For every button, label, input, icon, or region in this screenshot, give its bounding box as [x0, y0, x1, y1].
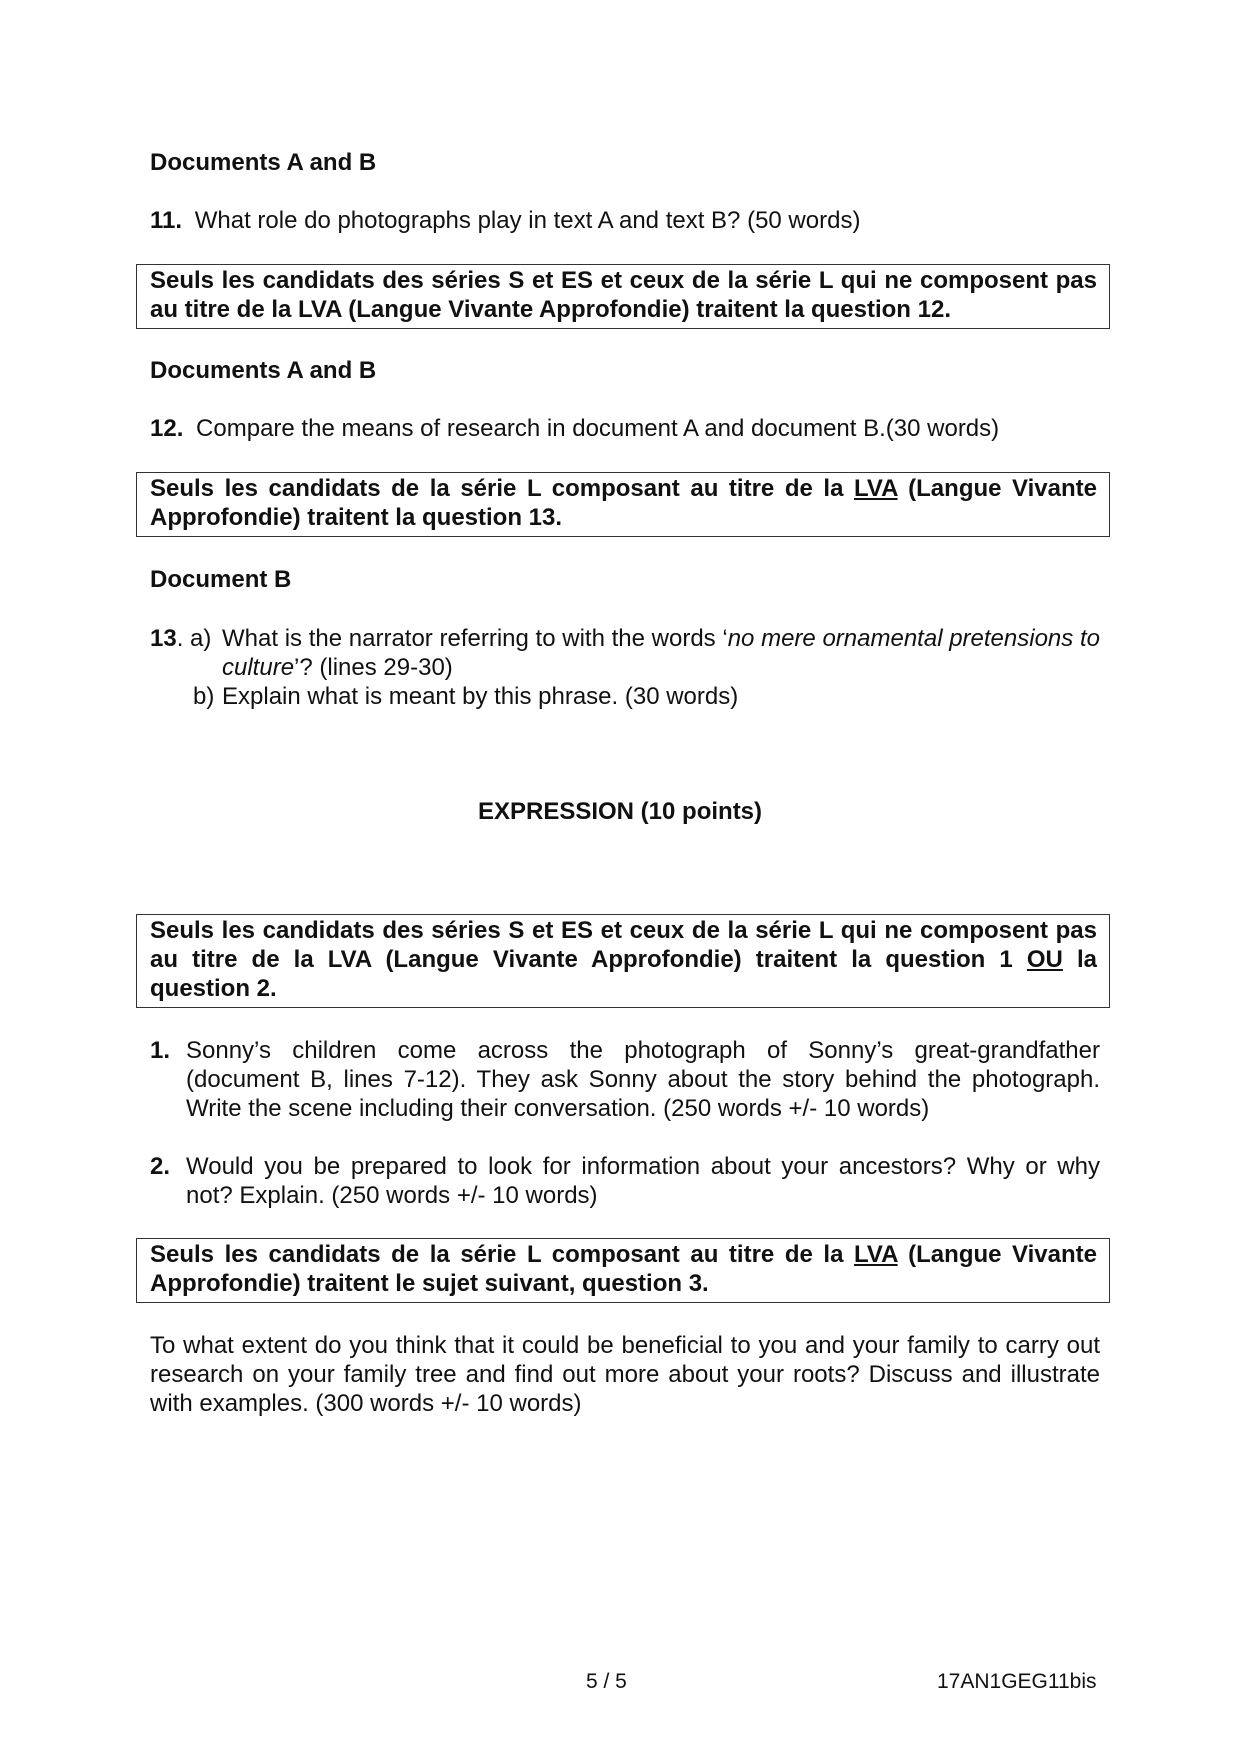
part-a-label: . a): [176, 625, 212, 652]
instruction-box-lva: [136, 1238, 1110, 1303]
box-text: la question 2.: [150, 946, 1098, 1002]
ou-underlined: OU: [1026, 946, 1063, 973]
page-number: 5 / 5: [586, 1670, 627, 1693]
lva-underlined: LVA: [854, 475, 898, 502]
question-text: Sonny’s children come across the photograph of Sonny’s great-grandfather (document B, lines 7-12). They ask Sonny about the story behind the photograph. Write the scene including their conversation. (250 words +/- 10 words): [186, 1037, 1100, 1122]
part-a-text-start: What is the narrator referring to with the words ‘: [222, 625, 728, 652]
lva-underlined: LVA: [854, 1241, 898, 1268]
box-text: Seuls les candidats de la série L composant au titre de la: [150, 1241, 855, 1268]
heading-documents-a-b-2: Documents A and B: [150, 357, 377, 384]
part-b-label: b): [193, 683, 215, 710]
heading-documents-a-b-1: Documents A and B: [150, 149, 377, 176]
question-number: 11.: [150, 207, 183, 234]
box-text: (Langue Vivante Approfondie) traitent la question 13.: [150, 475, 1097, 531]
part-b-text: Explain what is meant by this phrase. (30 words): [222, 683, 739, 710]
quoted-phrase: no mere ornamental pretensions to culture: [222, 625, 1100, 681]
question-number: 12.: [150, 415, 184, 442]
box-text: (Langue Vivante Approfondie) traitent le sujet suivant, question 3.: [150, 1241, 1097, 1297]
question-number: 1.: [150, 1037, 171, 1064]
part-a-text-end: ’? (lines 29-30): [294, 654, 453, 681]
expression-question-3: To what extent do you think that it could be beneficial to you and your family to carry out research on your family tree and find out more about your roots? Discuss and illustrate with examples. (300 words +/- 10 words): [150, 1332, 1100, 1417]
instruction-box-q12: Seuls les candidats des séries S et ES et ceux de la série L qui ne composent pas au titre de la LVA (Langue Vivante Approfondie) traitent la question 12.: [136, 264, 1110, 329]
question-number: 2.: [150, 1153, 171, 1180]
instruction-box-expression: [136, 914, 1110, 1008]
box-text: Seuls les candidats de la série L composant au titre de la: [150, 475, 855, 502]
expression-title: EXPRESSION (10 points): [477, 798, 763, 825]
instruction-box-q13: [136, 472, 1110, 537]
question-number: 13: [150, 625, 177, 652]
part-a-text: [222, 624, 1100, 682]
question-11: [150, 206, 1100, 235]
box-text: Seuls les candidats des séries S et ES et ceux de la série L qui ne composent pas au titre de la LVA (Langue Vivante Approfondie) traitent la question 1: [150, 917, 1097, 973]
question-text: What role do photographs play in text A and text B? (50 words): [194, 207, 861, 234]
document-code: 17AN1GEG11bis: [937, 1670, 1097, 1693]
question-text: Compare the means of research in document A and document B.(30 words): [196, 415, 1000, 442]
question-12: [150, 414, 1100, 443]
heading-document-b: Document B: [150, 566, 292, 593]
question-text: Would you be prepared to look for information about your ancestors? Why or why not? Explain. (250 words +/- 10 words): [186, 1153, 1100, 1209]
